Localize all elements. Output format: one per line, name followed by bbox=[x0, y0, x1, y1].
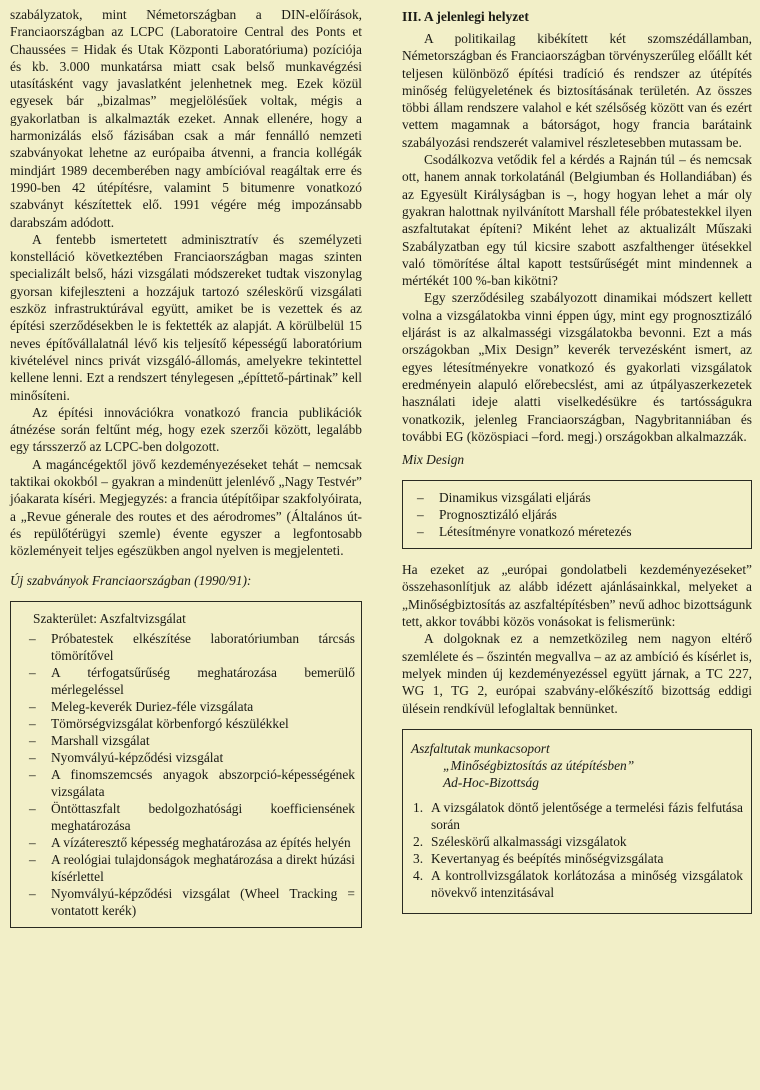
body-paragraph: A fentebb ismertetett adminisztratív és személyzeti konstelláció következtében Franciaországban magas szinten specializált belső, házi vizsgálati módszereket tudtak viszonylag gyorsan kifejleszteni a hozzájuk tartozó széleskörű vizsgálati eszköz infrastruktúrával együtt, amiket be is vezettek és az építési szerződésekben le is fektették az alapját. A körülbelül 15 neves építővállalatnál lévő kis teljesítő képességű laboratórium kivételével nincs privát vizsgáló-állomás, amelyekre tekintettel kellene lenni. Ezt a rendszert ténylegesen „építtető-pártinak” kell minősíteni. bbox=[10, 231, 362, 403]
body-paragraph: szabályzatok, mint Németországban a DIN-előírások, Franciaországban az LCPC (Laboratoire Central des Ponts et Chaussées = Hidak és Utak Központi Laboratóriuma) pozíciója és kb. 3.000 munkatársa miatt csak belső munkavégzési utasításként vagy javaslatként jelenhetnek meg. Ezek közül egyesek bár „bizalmas” megjelölésűek voltak, mégis a gyakorlatban is alkalmazták ezeket. Annak ellenére, hogy a harmonizálás első fázisában csak a már fennálló nemzeti szabványokat lehetne az európaiba átvenni, a francia kollégák mindjárt 1989 decemberében nagy ambícióval reagáltak erre és 1990-ben 42 útépítésre, valamint 5 bitumenre vonatkozó szabványt készítettek elő. 1991 végére még impozánsabb darabszám adódott. bbox=[10, 7, 362, 230]
body-paragraph: A politikailag kibékített két szomszédállamban, Németországban és Franciaországban törvényszerűleg előállt két teljesen különböző építési tradíció és rendszer az útépítés minőség felügyeletének és biztosításának területén. Az összes többi állam rendszere valahol e két szélsőség között van és ezért vettem magamnak a bátorságot, hogy francia barátaink szabályozási rendszerét valamivel részletesebben mutassam be. bbox=[402, 31, 752, 150]
working-group-title: Aszfaltutak munkacsoport bbox=[411, 740, 550, 756]
item-number: 2. bbox=[413, 833, 424, 849]
list-item: – Nyomvályú-képződési vizsgálat (Wheel Tracking = vontatott kerék) bbox=[21, 885, 355, 919]
item-number: 1. bbox=[413, 799, 424, 815]
mix-design-caption: Mix Design bbox=[402, 452, 465, 468]
list-item: – A vízáteresztő képesség meghatározása az építés helyén bbox=[21, 834, 355, 851]
right-column bbox=[402, 6, 752, 914]
list-item: – Létesítményre vonatkozó méretezés bbox=[409, 523, 743, 540]
body-paragraph: Az építési innovációkra vonatkozó francia publikációk átnézése során feltűnt még, hogy ezek szerzői között, legalább egy társszerző az LCPC-ben dolgozott. bbox=[10, 404, 362, 455]
item-text: A vizsgálatok döntő jelentősége a termelési fázis felfutása során bbox=[431, 799, 743, 832]
body-paragraph: A dolgoknak ez a nemzetközileg nem nagyon eltérő szemlélete és – őszintén megvallva – az az ambíció és kísérlet is, melyek minden új kezdeményezéssel együtt járnak, a TC 227, WG 1, TG 2, európai szabvány-előkészítő bizottság eddigi ülésein rendkívül lefoglaltak bennünket. bbox=[402, 631, 752, 716]
working-group-committee: Ad-Hoc-Bizottság bbox=[443, 774, 539, 790]
list-item bbox=[411, 799, 743, 833]
recommendations-list bbox=[411, 799, 743, 901]
list-item bbox=[411, 850, 743, 867]
list-item: – A térfogatsűrűség meghatározása bemerülő mérlegeléssel bbox=[21, 664, 355, 698]
standards-caption: Új szabványok Franciaországban (1990/91): bbox=[10, 572, 252, 588]
item-text: Széleskörű alkalmassági vizsgálatok bbox=[431, 833, 627, 849]
list-item: – Tömörségvizsgálat körbenforgó készülékkel bbox=[21, 715, 355, 732]
list-item bbox=[411, 867, 743, 901]
standards-box-title: Szakterület: Aszfaltvizsgálat bbox=[33, 610, 186, 626]
item-number: 3. bbox=[413, 850, 424, 866]
body-paragraph: A magáncégektől jövő kezdeményezéseket tehát – nemcsak taktikai okokból – gyakran a mindenütt jelenlévő „Nagy Testvér” jóakarata kíséri. Megjegyzés: a francia útépítőipar szakfolyóirata, a „Revue génerale des routes et des aérodromes” (Általános út- és repülőtérügyi szemle) évente egyszer a legfontosabb közleményeit teljes egészükben angol nyelven is megjelenteti. bbox=[10, 456, 362, 559]
mix-design-list bbox=[409, 489, 743, 540]
body-paragraph: Csodálkozva vetődik fel a kérdés a Rajnán túl – és nemcsak ott, hanem annak torkolatánál (Belgiumban és Hollandiában) és az Egyesült Királyságban is –, hogy hogyan lehet a már oly gyakran halottnak nyilvánított Marshall féle próbatestekkel ilyen aszfaltutakat építeni? Miként lehet az aktualizált Műszaki Szabályzatban egy túl kicsire szabott aszfalthenger ütésekkel való tömörítése által kapott testsűrűségét mint mindennek a mértékét 100 %-ban kikötni? bbox=[402, 152, 752, 289]
list-item: – Meleg-keverék Duriez-féle vizsgálata bbox=[21, 698, 355, 715]
list-item: – A finomszemcsés anyagok abszorpció-képességének vizsgálata bbox=[21, 766, 355, 800]
section-heading: III. A jelenlegi helyzet bbox=[402, 9, 529, 24]
left-column bbox=[10, 6, 362, 928]
item-text: Kevertanyag és beépítés minőségvizsgálata bbox=[431, 850, 664, 866]
list-item: – Prognosztizáló eljárás bbox=[409, 506, 743, 523]
list-item: – Nyomvályú-képződési vizsgálat bbox=[21, 749, 355, 766]
list-item bbox=[411, 833, 743, 850]
item-number: 4. bbox=[413, 867, 424, 883]
mix-design-box bbox=[402, 480, 752, 549]
list-item: – Öntöttaszfalt bedolgozhatósági koefficiensének meghatározása bbox=[21, 800, 355, 834]
standards-list bbox=[21, 630, 355, 919]
body-paragraph: Egy szerződésileg szabályozott dinamikai módszert kellett volna a vizsgálatokba vinni éppen úgy, mint egy prognosztizáló eljárást is az alkalmasségi vizsgálatokba bevonni. Ezt a más országokban „Mix Design” keverék tervezésként ismert, az egyes létesítményekre vonatkozó és gyakorlati vizsgálatok eredményein alapuló előrebecslést, ami az útpályaszerkezetek használati ideje alatti viselkedésükre és tartósságukra vonatkozik, jelenleg Franciaországban, Nagybritanniában és további EG (közöspiaci –ford. megj.) országokban alkalmazzák. bbox=[402, 290, 752, 444]
body-paragraph: Ha ezeket az „európai gondolatbeli kezdeményezéseket” összehasonlítjuk az alább idézett ajánlásainkkal, melyeket a „Minőségbiztosítás az aszfaltépítésben” nevű adhoc bizottságunk tett, akkor további közös vonásokat is felismerünk: bbox=[402, 562, 752, 630]
list-item: – Marshall vizsgálat bbox=[21, 732, 355, 749]
list-item: – Dinamikus vizsgálati eljárás bbox=[409, 489, 743, 506]
standards-box bbox=[10, 601, 362, 928]
list-item: – Próbatestek elkészítése laboratóriumban tárcsás tömörítővel bbox=[21, 630, 355, 664]
item-text: A kontrollvizsgálatok korlátozása a minőség vizsgálatok növekvő intenzitásával bbox=[431, 867, 743, 900]
list-item: – A reológiai tulajdonságok meghatározása a direkt húzási kísérlettel bbox=[21, 851, 355, 885]
working-group-box bbox=[402, 729, 752, 914]
working-group-subtitle: „Minőségbiztosítás az útépítésben” bbox=[443, 757, 635, 773]
